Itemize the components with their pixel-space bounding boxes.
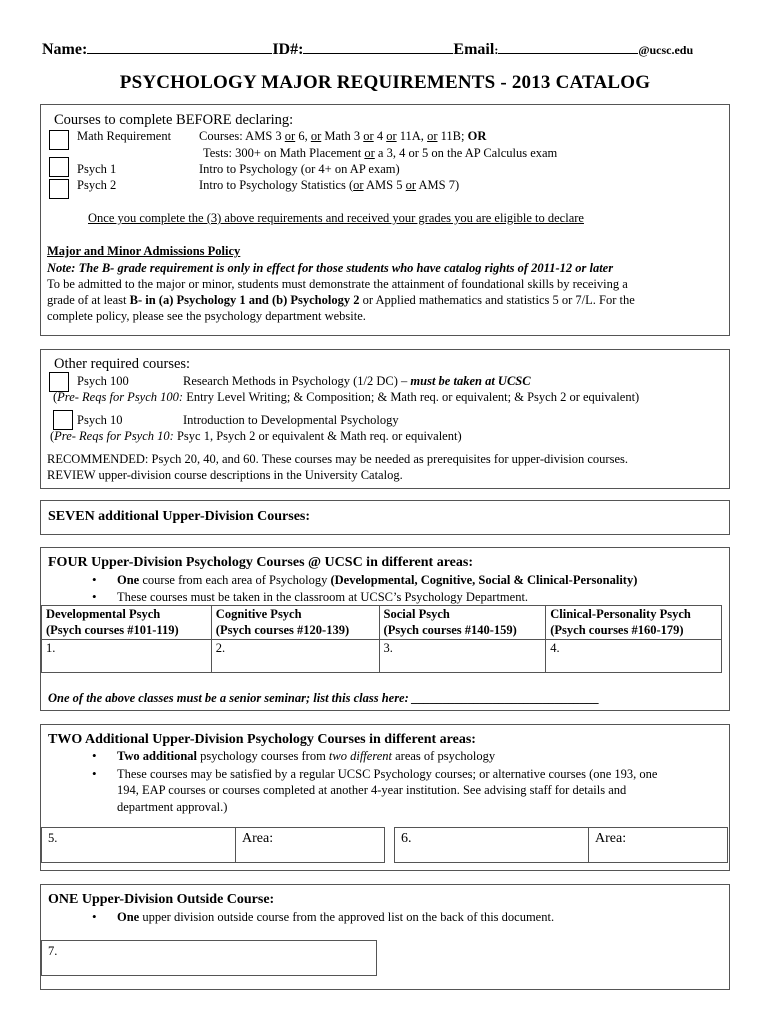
area-slot-6[interactable]: Area:	[588, 827, 728, 863]
policy-text-3: complete policy, please see the psychology department website.	[47, 309, 366, 323]
psych1-desc: Intro to Psychology (or 4+ on AP exam)	[199, 162, 400, 176]
psych2-label: Psych 2	[77, 178, 117, 192]
math-tests-text: Tests: 300+ on Math Placement or a 3, 4 or 5 on the AP Calculus exam	[203, 146, 558, 160]
course-slot-2[interactable]: 2.	[211, 639, 379, 672]
psych2-desc: Intro to Psychology Statistics (or AMS 5 or AMS 7)	[199, 178, 460, 192]
psych100-desc: Research Methods in Psychology (1/2 DC) – must be taken at UCSC	[183, 374, 531, 388]
course-slot-1[interactable]: 1.	[42, 639, 212, 672]
name-field[interactable]	[87, 40, 272, 54]
math-courses-text: Courses: AMS 3 or 6, or Math 3 or 4 or 11A, or 11B; OR	[199, 129, 487, 143]
review-text: REVIEW upper-division course descriptions in the University Catalog.	[47, 468, 403, 482]
seven-courses-heading: SEVEN additional Upper-Division Courses:	[48, 509, 311, 524]
one-course-heading: ONE Upper-Division Outside Course:	[48, 892, 275, 907]
psych100-prereq: (Pre- Reqs for Psych 100: Entry Level Writing; & Composition; & Math req. or equivalent; & Psych 2 or equivalent)	[53, 390, 640, 404]
recommended-text: RECOMMENDED: Psych 20, 40, and 60. These courses may be needed as prerequisites for upper-division courses.	[47, 452, 628, 466]
two-bullet-1: • Two additional psychology courses from two different areas of psychology	[92, 748, 496, 763]
area-slot-5[interactable]: Area:	[235, 827, 385, 863]
name-label: Name:	[42, 41, 88, 58]
psych100-label: Psych 100	[77, 374, 129, 388]
page-title: PSYCHOLOGY MAJOR REQUIREMENTS - 2013 CATALOG	[119, 72, 651, 93]
psych1-label: Psych 1	[77, 162, 117, 176]
eligible-note: Once you complete the (3) above requirements and received your grades you are eligible to declare	[88, 211, 584, 225]
before-declaring-heading: Courses to complete BEFORE declaring:	[54, 112, 294, 128]
course-slot-5[interactable]: 5.	[41, 827, 236, 863]
math-requirement-checkbox[interactable]	[49, 130, 69, 150]
two-courses-heading: TWO Additional Upper-Division Psychology Courses in different areas:	[48, 732, 476, 747]
four-bullet-1: • One course from each area of Psychology (Developmental, Cognitive, Social & Clinical-Personality)	[92, 572, 638, 587]
psych10-label: Psych 10	[77, 413, 123, 427]
areas-slot-row	[42, 639, 722, 672]
psych10-prereq: (Pre- Reqs for Psych 10: Psyc 1, Psych 2 or equivalent & Math req. or equivalent)	[50, 429, 462, 443]
areas-header-row	[42, 606, 722, 640]
area-developmental-header: Developmental Psych (Psych courses #101-119)	[42, 606, 212, 640]
psych10-desc: Introduction to Developmental Psychology	[183, 413, 399, 427]
policy-text-2: grade of at least B- in (a) Psychology 1 and (b) Psychology 2 or Applied mathematics and statistics 5 or 7/L. For the	[47, 293, 635, 307]
policy-note: Note: The B- grade requirement is only in effect for those students who have catalog rights of 2011-12 or later	[47, 261, 614, 275]
four-bullet-2: • These courses must be taken in the classroom at UCSC’s Psychology Department.	[92, 589, 529, 604]
policy-heading: Major and Minor Admissions Policy	[47, 244, 241, 258]
other-required-heading: Other required courses:	[54, 356, 191, 372]
id-label: ID#:	[272, 41, 304, 58]
area-clinical-header: Clinical-Personality Psych (Psych courses #160-179)	[546, 606, 722, 640]
senior-seminar-note[interactable]: One of the above classes must be a senior seminar; list this class here: ______________________________	[48, 691, 600, 705]
course-slot-7[interactable]: 7.	[41, 940, 377, 976]
one-bullet: • One upper division outside course from the approved list on the back of this document.	[92, 909, 555, 924]
psych1-checkbox[interactable]	[49, 157, 69, 177]
psych2-checkbox[interactable]	[49, 179, 69, 199]
course-slot-3[interactable]: 3.	[379, 639, 546, 672]
course-slot-6[interactable]: 6.	[394, 827, 589, 863]
area-cognitive-header: Cognitive Psych (Psych courses #120-139)	[211, 606, 379, 640]
math-requirement-label: Math Requirement	[77, 129, 172, 143]
area-social-header: Social Psych (Psych courses #140-159)	[379, 606, 546, 640]
policy-text-1: To be admitted to the major or minor, students must demonstrate the attainment of foundational skills by receiving a	[47, 277, 628, 291]
email-field[interactable]	[498, 40, 638, 54]
id-field[interactable]	[303, 40, 453, 54]
email-domain: @ucsc.edu	[638, 43, 694, 57]
four-courses-heading: FOUR Upper-Division Psychology Courses @ UCSC in different areas:	[48, 555, 473, 570]
course-slot-4[interactable]: 4.	[546, 639, 722, 672]
email-colon: :	[494, 43, 499, 57]
psych10-checkbox[interactable]	[53, 410, 73, 430]
student-info-line	[42, 40, 732, 61]
psychology-areas-table	[41, 605, 722, 673]
email-label: Email	[453, 41, 495, 58]
two-bullet-2: • These courses may be satisfied by a regular UCSC Psychology courses; or alternative courses (one 193, one 194, EAP courses or courses completed at another 4-year institution. See advising staff for details and department approval.)	[92, 766, 658, 814]
